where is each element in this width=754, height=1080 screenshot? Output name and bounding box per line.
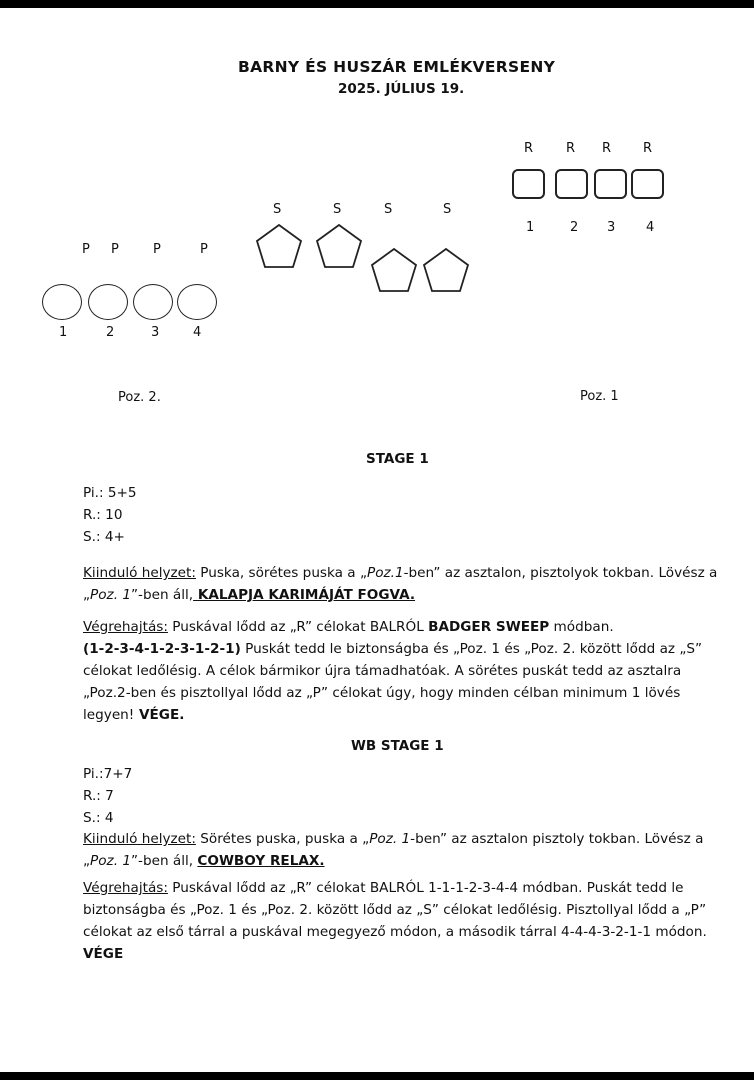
- stage1-start-position: [83, 562, 720, 606]
- stage1-rounds: [83, 482, 720, 548]
- start-text: -ben” az asztalon, pisztolyok tokban. Lövész a „: [83, 565, 718, 603]
- start-text: Sörétes puska, puska a „: [195, 831, 370, 847]
- s-target-pentagon: [369, 247, 419, 293]
- s-target-pentagon: [421, 247, 471, 293]
- s-target-pentagon: [254, 223, 304, 269]
- position-1-label: Poz. 1: [580, 389, 619, 404]
- p-target-circle: [133, 284, 173, 320]
- r-target-letter: R: [566, 141, 576, 156]
- event-date: 2025. JÚLIUS 19.: [338, 81, 465, 97]
- start-pose: COWBOY RELAX.: [197, 853, 325, 869]
- r-target-letter: R: [643, 141, 653, 156]
- wb-stage1-execution: [83, 877, 720, 965]
- r-target-letter: R: [524, 141, 534, 156]
- start-text: Puska, sörétes puska a „: [195, 565, 367, 581]
- pistol-rounds: Pi.: 5+5: [83, 485, 137, 501]
- execution-text: Puskát tedd le biztonságba és „Poz. 1 és „Poz. 2. között lődd az „S” célokat ledőlésig. A célok bármikor újra támadhatóak. A sörétes puskát tedd az asztalra „Poz.2-ben és pisztollyal lődd az „P” célokat úgy, hogy minden célban minimum 1 lövés legyen!: [83, 641, 703, 723]
- start-position-label: Kiinduló helyzet:: [83, 831, 196, 847]
- start-text: ”-ben áll,: [131, 587, 194, 603]
- p-target-letter: P: [153, 242, 161, 257]
- s-target-letter: S: [384, 202, 393, 217]
- wb-stage1-rounds: [83, 763, 720, 829]
- start-text: -ben” az asztalon pisztoly tokban. Lövész a „: [83, 831, 704, 869]
- p-target-letter: P: [82, 242, 90, 257]
- start-position-label: Kiinduló helyzet:: [83, 565, 196, 581]
- start-text: ”-ben áll,: [131, 853, 198, 869]
- p-target-circle: [177, 284, 217, 320]
- r-target-plate: [555, 169, 588, 199]
- s-target-letter: S: [443, 202, 452, 217]
- s-target-letter: S: [333, 202, 342, 217]
- p-target-circle: [42, 284, 82, 320]
- rifle-rounds: R.: 7: [83, 788, 114, 804]
- execution-text: Puskával lődd az „R” célokat BALRÓL 1-1-1-2-3-4-4 módban. Puskát tedd le biztonságba és „Poz. 1 és „Poz. 2. között lődd az „S” célokat ledőlésig. Pisztollyal lődd a „P” célokat az első tárral a puskával megegyező módon, a második tárral 4-4-4-3-2-1-1 módon.: [83, 880, 707, 940]
- stage-end: VÉGE: [83, 946, 124, 962]
- p-target-letter: P: [200, 242, 208, 257]
- s-target-letter: S: [273, 202, 282, 217]
- position-ref: Poz. 1: [90, 587, 131, 603]
- shotgun-rounds: S.: 4+: [83, 529, 125, 545]
- execution-label: Végrehajtás:: [83, 619, 168, 635]
- wb-stage1-heading: WB STAGE 1: [351, 738, 444, 754]
- pistol-rounds: Pi.:7+7: [83, 766, 133, 782]
- rifle-sequence: (1-2-3-4-1-2-3-1-2-1): [83, 641, 241, 657]
- r-target-number: 4: [646, 220, 655, 235]
- r-target-number: 3: [607, 220, 616, 235]
- p-target-number: 4: [193, 325, 202, 340]
- p-target-number: 2: [106, 325, 115, 340]
- stage1-heading: STAGE 1: [366, 451, 429, 467]
- page-title: BARNY ÉS HUSZÁR EMLÉKVERSENY: [238, 58, 556, 76]
- sweep-mode: BADGER SWEEP: [428, 619, 550, 635]
- r-target-plate: [594, 169, 627, 199]
- stage-end: VÉGE.: [134, 707, 185, 723]
- r-target-letter: R: [602, 141, 612, 156]
- position-2-label: Poz. 2.: [118, 390, 161, 405]
- p-target-number: 1: [59, 325, 68, 340]
- s-target-pentagon: [314, 223, 364, 269]
- position-ref: Poz. 1: [90, 853, 131, 869]
- position-ref: Poz.1: [367, 565, 404, 581]
- p-target-circle: [88, 284, 128, 320]
- document-page: [0, 8, 754, 1072]
- stage1-execution: [83, 616, 720, 726]
- execution-text: módban.: [549, 619, 614, 635]
- wb-stage1-start-position: [83, 828, 720, 872]
- execution-text: Puskával lődd az „R” célokat BALRÓL: [167, 619, 429, 635]
- p-target-number: 3: [151, 325, 160, 340]
- rifle-rounds: R.: 10: [83, 507, 123, 523]
- execution-label: Végrehajtás:: [83, 880, 168, 896]
- position-ref: Poz. 1: [369, 831, 411, 847]
- r-target-plate: [631, 169, 664, 199]
- start-pose: KALAPJA KARIMÁJÁT FOGVA.: [193, 587, 416, 603]
- shotgun-rounds: S.: 4: [83, 810, 114, 826]
- r-target-number: 2: [570, 220, 579, 235]
- r-target-number: 1: [526, 220, 535, 235]
- p-target-letter: P: [111, 242, 119, 257]
- r-target-plate: [512, 169, 545, 199]
